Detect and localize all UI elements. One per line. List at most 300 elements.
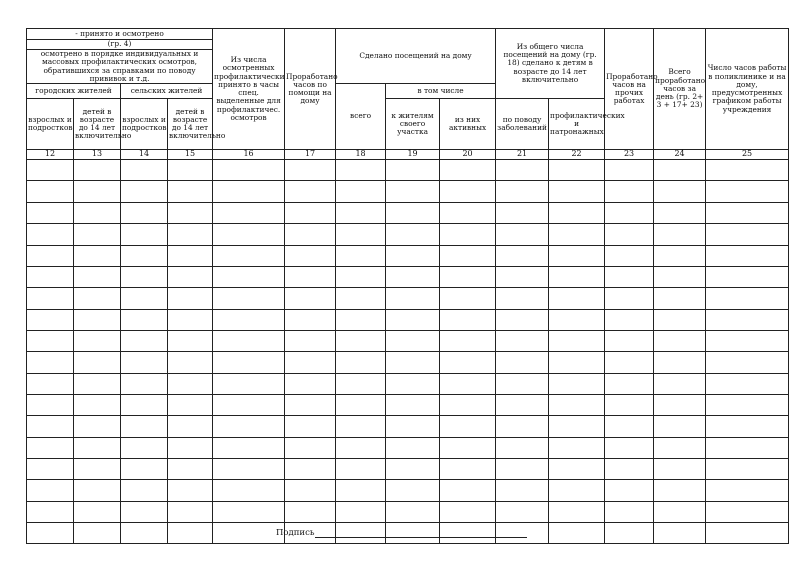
table-cell[interactable]	[121, 160, 168, 181]
table-cell[interactable]	[706, 352, 789, 373]
table-row	[27, 437, 789, 458]
table-cell[interactable]	[440, 330, 496, 351]
table-cell[interactable]	[121, 224, 168, 245]
table-row	[27, 458, 789, 479]
table-cell[interactable]	[440, 352, 496, 373]
table-cell[interactable]	[168, 373, 213, 394]
table-cell[interactable]	[605, 309, 654, 330]
table-cell[interactable]	[549, 352, 605, 373]
table-cell[interactable]	[706, 288, 789, 309]
column-number: 16	[213, 150, 285, 160]
table-cell[interactable]	[440, 437, 496, 458]
table-cell[interactable]	[386, 480, 440, 501]
table-cell[interactable]	[27, 480, 74, 501]
table-cell[interactable]	[440, 245, 496, 266]
table-cell[interactable]	[605, 373, 654, 394]
table-cell[interactable]	[74, 458, 121, 479]
table-cell[interactable]	[706, 480, 789, 501]
table-cell[interactable]	[496, 330, 549, 351]
signature-line[interactable]	[315, 528, 527, 538]
header-of-total: Из общего числа посещений на дому (гр. 18) сделано к детям в возрасте до 14 лет включительно	[496, 29, 605, 99]
form-table	[26, 28, 789, 544]
table-cell[interactable]	[654, 309, 706, 330]
table-cell[interactable]	[121, 309, 168, 330]
header-accepted: - принято и осмотрено	[27, 29, 213, 40]
table-cell[interactable]	[496, 266, 549, 287]
signature	[276, 528, 527, 538]
table-cell[interactable]	[549, 288, 605, 309]
table-cell[interactable]	[74, 266, 121, 287]
table-cell[interactable]	[549, 416, 605, 437]
table-cell[interactable]	[605, 224, 654, 245]
table-cell[interactable]	[213, 330, 285, 351]
table-cell[interactable]	[121, 480, 168, 501]
table-cell[interactable]	[440, 501, 496, 522]
column-number: 24	[654, 150, 706, 160]
table-cell[interactable]	[213, 522, 285, 543]
table-cell[interactable]	[74, 309, 121, 330]
table-cell[interactable]	[549, 458, 605, 479]
table-cell[interactable]	[285, 373, 336, 394]
table-cell[interactable]	[168, 394, 213, 415]
table-row	[27, 330, 789, 351]
table-cell[interactable]	[336, 480, 386, 501]
table-cell[interactable]	[285, 480, 336, 501]
table-cell[interactable]	[605, 437, 654, 458]
header-gr4: (гр. 4)	[27, 40, 213, 50]
table-cell[interactable]	[168, 309, 213, 330]
table-cell[interactable]	[74, 352, 121, 373]
table-cell[interactable]	[549, 160, 605, 181]
table-cell[interactable]	[285, 288, 336, 309]
table-cell[interactable]	[386, 309, 440, 330]
table-cell[interactable]	[168, 224, 213, 245]
table-cell[interactable]	[549, 224, 605, 245]
table-cell[interactable]	[496, 437, 549, 458]
table-cell[interactable]	[706, 416, 789, 437]
table-cell[interactable]	[440, 309, 496, 330]
table-cell[interactable]	[706, 309, 789, 330]
table-cell[interactable]	[654, 202, 706, 223]
header-col21: по поводу заболеваний	[496, 99, 549, 150]
table-cell[interactable]	[654, 458, 706, 479]
header-col16: Из числа осмотренных профилактически принято в часы спец. выделенные для профилактичес. осмотров	[213, 29, 285, 150]
signature-label: Подпись	[276, 528, 315, 538]
table-cell[interactable]	[440, 458, 496, 479]
table-cell[interactable]	[285, 416, 336, 437]
table-cell[interactable]	[168, 245, 213, 266]
table-cell[interactable]	[285, 224, 336, 245]
table-cell[interactable]	[168, 437, 213, 458]
header-total: всего	[336, 84, 386, 150]
table-cell[interactable]	[336, 181, 386, 202]
table-cell[interactable]	[496, 309, 549, 330]
table-row	[27, 309, 789, 330]
table-cell[interactable]	[496, 224, 549, 245]
table-cell[interactable]	[496, 352, 549, 373]
table-cell[interactable]	[654, 160, 706, 181]
header-city: городских жителей	[27, 84, 121, 99]
table-cell[interactable]	[336, 309, 386, 330]
table-cell[interactable]	[654, 330, 706, 351]
table-cell[interactable]	[549, 373, 605, 394]
table-cell[interactable]	[168, 501, 213, 522]
table-cell[interactable]	[27, 309, 74, 330]
table-cell[interactable]	[605, 266, 654, 287]
table-cell[interactable]	[336, 224, 386, 245]
table-cell[interactable]	[336, 288, 386, 309]
header-home-visits: Сделано посещений на дому	[336, 29, 496, 84]
table-cell[interactable]	[74, 181, 121, 202]
table-cell[interactable]	[213, 160, 285, 181]
table-cell[interactable]	[27, 501, 74, 522]
table-cell[interactable]	[213, 437, 285, 458]
table-cell[interactable]	[27, 288, 74, 309]
table-cell[interactable]	[706, 458, 789, 479]
column-number: 19	[386, 150, 440, 160]
table-cell[interactable]	[654, 416, 706, 437]
table-cell[interactable]	[440, 181, 496, 202]
table-cell[interactable]	[121, 330, 168, 351]
column-number: 25	[706, 150, 789, 160]
table-cell[interactable]	[121, 501, 168, 522]
table-cell[interactable]	[706, 373, 789, 394]
table-cell[interactable]	[121, 394, 168, 415]
table-cell[interactable]	[27, 522, 74, 543]
header-rural: сельских жителей	[121, 84, 213, 99]
table-cell[interactable]	[285, 202, 336, 223]
table-cell[interactable]	[440, 480, 496, 501]
table-cell[interactable]	[121, 437, 168, 458]
table-cell[interactable]	[549, 522, 605, 543]
table-cell[interactable]	[285, 181, 336, 202]
column-number: 20	[440, 150, 496, 160]
table-cell[interactable]	[605, 501, 654, 522]
table-cell[interactable]	[74, 224, 121, 245]
table-cell[interactable]	[386, 266, 440, 287]
table-cell[interactable]	[27, 352, 74, 373]
table-cell[interactable]	[168, 522, 213, 543]
header-col19: к жителям своего участка	[386, 99, 440, 150]
table-cell[interactable]	[440, 394, 496, 415]
table-cell[interactable]	[27, 330, 74, 351]
table-cell[interactable]	[605, 181, 654, 202]
table-cell[interactable]	[706, 522, 789, 543]
table-cell[interactable]	[336, 266, 386, 287]
table-cell[interactable]	[654, 245, 706, 266]
header-col13: детей в возрасте до 14 лет включительно	[74, 99, 121, 150]
table-cell[interactable]	[605, 288, 654, 309]
table-cell[interactable]	[706, 181, 789, 202]
table-cell[interactable]	[440, 224, 496, 245]
table-cell[interactable]	[654, 181, 706, 202]
table-cell[interactable]	[706, 245, 789, 266]
table-cell[interactable]	[440, 373, 496, 394]
table-cell[interactable]	[74, 437, 121, 458]
table-cell[interactable]	[549, 181, 605, 202]
table-cell[interactable]	[654, 373, 706, 394]
table-row	[27, 202, 789, 223]
table-cell[interactable]	[386, 416, 440, 437]
table-cell[interactable]	[74, 480, 121, 501]
table-cell[interactable]	[121, 352, 168, 373]
column-number: 14	[121, 150, 168, 160]
table-cell[interactable]	[168, 181, 213, 202]
table-row	[27, 288, 789, 309]
table-cell[interactable]	[285, 266, 336, 287]
table-cell[interactable]	[706, 160, 789, 181]
table-cell[interactable]	[654, 437, 706, 458]
table-cell[interactable]	[213, 309, 285, 330]
column-number: 18	[336, 150, 386, 160]
table-cell[interactable]	[496, 458, 549, 479]
table-cell[interactable]	[213, 288, 285, 309]
table-cell[interactable]	[168, 202, 213, 223]
table-row	[27, 266, 789, 287]
table-cell[interactable]	[27, 245, 74, 266]
table-cell[interactable]	[440, 266, 496, 287]
table-cell[interactable]	[386, 288, 440, 309]
table-cell[interactable]	[706, 501, 789, 522]
table-cell[interactable]	[496, 394, 549, 415]
table-cell[interactable]	[213, 458, 285, 479]
table-cell[interactable]	[74, 160, 121, 181]
table-cell[interactable]	[74, 501, 121, 522]
table-cell[interactable]	[706, 266, 789, 287]
table-cell[interactable]	[386, 330, 440, 351]
table-cell[interactable]	[168, 480, 213, 501]
table-cell[interactable]	[121, 288, 168, 309]
column-number: 15	[168, 150, 213, 160]
table-cell[interactable]	[386, 224, 440, 245]
table-cell[interactable]	[706, 202, 789, 223]
table-row	[27, 394, 789, 415]
table-cell[interactable]	[496, 245, 549, 266]
table-cell[interactable]	[496, 288, 549, 309]
table-cell[interactable]	[440, 160, 496, 181]
table-cell[interactable]	[549, 202, 605, 223]
table-row	[27, 160, 789, 181]
header-col23: Проработано часов на прочих работах	[605, 29, 654, 150]
table-cell[interactable]	[213, 373, 285, 394]
table-cell[interactable]	[386, 458, 440, 479]
table-cell[interactable]	[386, 352, 440, 373]
table-cell[interactable]	[27, 181, 74, 202]
table-cell[interactable]	[654, 224, 706, 245]
table-cell[interactable]	[706, 330, 789, 351]
table-cell[interactable]	[605, 160, 654, 181]
table-cell[interactable]	[74, 394, 121, 415]
table-cell[interactable]	[121, 181, 168, 202]
table-cell[interactable]	[440, 416, 496, 437]
table-cell[interactable]	[440, 202, 496, 223]
header-col12: взрослых и подростков	[27, 99, 74, 150]
column-number: 12	[27, 150, 74, 160]
table-cell[interactable]	[213, 394, 285, 415]
table-cell[interactable]	[440, 288, 496, 309]
table-cell[interactable]	[27, 202, 74, 223]
table-row	[27, 501, 789, 522]
column-number: 22	[549, 150, 605, 160]
table-cell[interactable]	[285, 245, 336, 266]
table-cell[interactable]	[336, 202, 386, 223]
table-cell[interactable]	[605, 394, 654, 415]
header-profil-desc: осмотрено в порядке индивидуальных и массовых профилактических осмотров, обратившихся за справками по поводу прививок и т.д.	[27, 50, 213, 84]
table-cell[interactable]	[285, 352, 336, 373]
table-cell[interactable]	[74, 288, 121, 309]
table-cell[interactable]	[285, 458, 336, 479]
table-cell[interactable]	[549, 394, 605, 415]
header-col22: профилактических и патронажных	[549, 99, 605, 150]
table-row	[27, 245, 789, 266]
table-cell[interactable]	[74, 522, 121, 543]
header-col20: из них активных	[440, 99, 496, 150]
table-cell[interactable]	[27, 437, 74, 458]
table-cell[interactable]	[386, 245, 440, 266]
table-cell[interactable]	[549, 266, 605, 287]
table-cell[interactable]	[654, 352, 706, 373]
table-cell[interactable]	[27, 416, 74, 437]
table-cell[interactable]	[27, 394, 74, 415]
table-cell[interactable]	[654, 266, 706, 287]
table-cell[interactable]	[386, 437, 440, 458]
table-cell[interactable]	[654, 522, 706, 543]
table-cell[interactable]	[336, 416, 386, 437]
column-numbers-row	[27, 150, 789, 160]
table-cell[interactable]	[121, 202, 168, 223]
table-cell[interactable]	[496, 181, 549, 202]
table-cell[interactable]	[285, 394, 336, 415]
table-cell[interactable]	[549, 330, 605, 351]
table-cell[interactable]	[605, 416, 654, 437]
column-number: 13	[74, 150, 121, 160]
table-cell[interactable]	[386, 373, 440, 394]
table-cell[interactable]	[336, 160, 386, 181]
table-cell[interactable]	[386, 394, 440, 415]
table-cell[interactable]	[706, 224, 789, 245]
table-cell[interactable]	[213, 266, 285, 287]
table-cell[interactable]	[168, 352, 213, 373]
table-row	[27, 224, 789, 245]
table-cell[interactable]	[605, 352, 654, 373]
table-cell[interactable]	[74, 245, 121, 266]
table-cell[interactable]	[605, 522, 654, 543]
table-cell[interactable]	[27, 224, 74, 245]
table-cell[interactable]	[121, 458, 168, 479]
table-cell[interactable]	[213, 352, 285, 373]
table-cell[interactable]	[27, 160, 74, 181]
table-row	[27, 181, 789, 202]
table-cell[interactable]	[386, 501, 440, 522]
table-cell[interactable]	[121, 416, 168, 437]
table-cell[interactable]	[285, 437, 336, 458]
table-cell[interactable]	[336, 458, 386, 479]
table-cell[interactable]	[213, 202, 285, 223]
table-cell[interactable]	[213, 501, 285, 522]
header-col15: детей в возрасте до 14 лет включительно	[168, 99, 213, 150]
table-cell[interactable]	[386, 202, 440, 223]
table-cell[interactable]	[549, 437, 605, 458]
table-cell[interactable]	[213, 245, 285, 266]
table-cell[interactable]	[336, 352, 386, 373]
table-cell[interactable]	[285, 501, 336, 522]
table-cell[interactable]	[121, 373, 168, 394]
table-cell[interactable]	[213, 224, 285, 245]
table-cell[interactable]	[285, 309, 336, 330]
header-col14: взрослых и подростков	[121, 99, 168, 150]
table-cell[interactable]	[496, 202, 549, 223]
table-cell[interactable]	[336, 501, 386, 522]
table-cell[interactable]	[168, 330, 213, 351]
column-number: 21	[496, 150, 549, 160]
table-row	[27, 480, 789, 501]
table-cell[interactable]	[213, 480, 285, 501]
table-cell[interactable]	[496, 416, 549, 437]
header-incl: в том числе	[386, 84, 496, 99]
table-cell[interactable]	[121, 266, 168, 287]
table-cell[interactable]	[654, 480, 706, 501]
table-cell[interactable]	[336, 330, 386, 351]
table-cell[interactable]	[168, 160, 213, 181]
table-cell[interactable]	[496, 501, 549, 522]
table-cell[interactable]	[605, 202, 654, 223]
table-cell[interactable]	[74, 373, 121, 394]
table-cell[interactable]	[168, 266, 213, 287]
table-cell[interactable]	[706, 437, 789, 458]
table-cell[interactable]	[654, 288, 706, 309]
table-cell[interactable]	[285, 160, 336, 181]
table-cell[interactable]	[496, 480, 549, 501]
table-cell[interactable]	[549, 309, 605, 330]
table-cell[interactable]	[213, 416, 285, 437]
table-cell[interactable]	[549, 501, 605, 522]
table-cell[interactable]	[336, 245, 386, 266]
table-cell[interactable]	[74, 416, 121, 437]
table-cell[interactable]	[168, 288, 213, 309]
table-cell[interactable]	[27, 266, 74, 287]
table-cell[interactable]	[605, 458, 654, 479]
header-col24: Всего проработано часов за день (гр. 2+ 3 + 17+ 23)	[654, 29, 706, 150]
table-cell[interactable]	[654, 501, 706, 522]
table-cell[interactable]	[706, 394, 789, 415]
table-cell[interactable]	[654, 394, 706, 415]
table-cell[interactable]	[386, 181, 440, 202]
table-cell[interactable]	[74, 330, 121, 351]
table-cell[interactable]	[168, 416, 213, 437]
table-cell[interactable]	[336, 437, 386, 458]
table-cell[interactable]	[74, 202, 121, 223]
table-cell[interactable]	[336, 394, 386, 415]
table-cell[interactable]	[213, 181, 285, 202]
table-cell[interactable]	[549, 245, 605, 266]
table-cell[interactable]	[285, 330, 336, 351]
table-cell[interactable]	[496, 373, 549, 394]
table-cell[interactable]	[496, 160, 549, 181]
table-row	[27, 416, 789, 437]
table-cell[interactable]	[605, 245, 654, 266]
table-cell[interactable]	[605, 480, 654, 501]
table-cell[interactable]	[27, 373, 74, 394]
table-cell[interactable]	[168, 458, 213, 479]
table-cell[interactable]	[605, 330, 654, 351]
table-cell[interactable]	[336, 373, 386, 394]
table-cell[interactable]	[121, 245, 168, 266]
table-cell[interactable]	[27, 458, 74, 479]
table-cell[interactable]	[121, 522, 168, 543]
table-cell[interactable]	[386, 160, 440, 181]
column-number: 17	[285, 150, 336, 160]
table-cell[interactable]	[549, 480, 605, 501]
